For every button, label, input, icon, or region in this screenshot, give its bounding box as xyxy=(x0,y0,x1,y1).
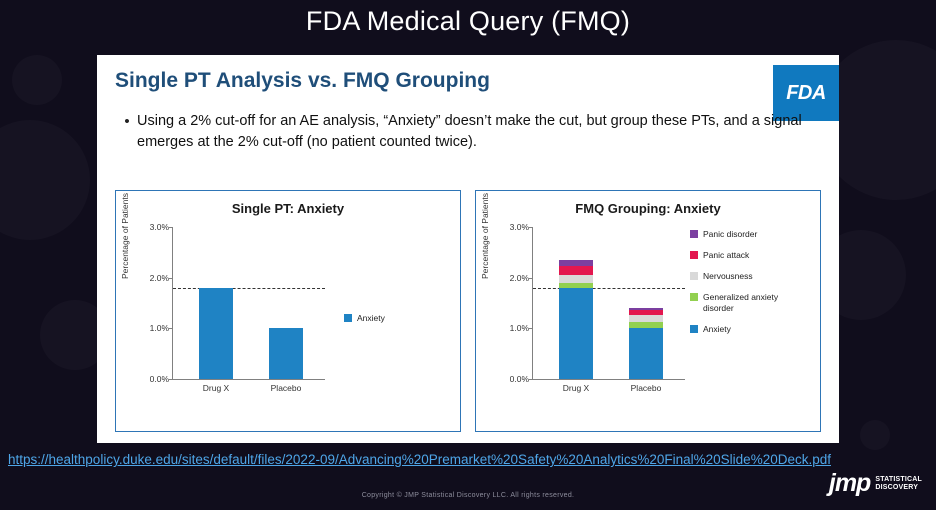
legend-swatch-icon xyxy=(344,314,352,322)
legend-label: Nervousness xyxy=(703,271,753,281)
bar-placebo-stack xyxy=(629,308,663,379)
fda-logo: FDA xyxy=(773,65,839,121)
y-axis-label: Percentage of Patients xyxy=(480,192,490,279)
y-tick-label: 2.0% xyxy=(149,272,169,283)
legend-swatch-icon xyxy=(690,293,698,301)
background-decoration xyxy=(12,55,62,105)
y-tick-label: 0.0% xyxy=(509,374,529,384)
cutoff-line xyxy=(533,288,685,289)
axis-area xyxy=(149,222,325,393)
jmp-tagline-line2: DISCOVERY xyxy=(875,483,919,491)
x-tick-label: Drug X xyxy=(202,383,230,393)
legend-label: Anxiety xyxy=(357,313,385,323)
bullet-marker: • xyxy=(124,113,130,130)
legend-label: Panic attack xyxy=(703,250,750,260)
legend-swatch-icon xyxy=(690,325,698,333)
segment-nervousness xyxy=(629,315,663,322)
bar-drugx-stack xyxy=(559,260,593,379)
x-tick-label: Placebo xyxy=(270,383,302,393)
jmp-tagline-line1: STATISTICAL xyxy=(875,475,922,483)
cutoff-line xyxy=(173,288,325,289)
bar-placebo-anxiety xyxy=(269,328,303,379)
chart-single-pt xyxy=(115,190,461,432)
slide-bullet xyxy=(117,111,817,153)
x-tick-label: Placebo xyxy=(630,383,662,393)
jmp-tagline xyxy=(875,476,922,492)
legend-item xyxy=(690,271,781,282)
background-decoration xyxy=(0,120,90,240)
chart-legend xyxy=(344,313,385,334)
legend-item xyxy=(690,292,781,314)
page-title: FDA Medical Query (FMQ) xyxy=(305,6,631,36)
segment-nervousness xyxy=(559,275,593,283)
segment-anxiety xyxy=(559,288,593,379)
jmp-wordmark: jmp xyxy=(828,469,871,497)
legend-item xyxy=(690,229,781,240)
copyright-text: Copyright © JMP Statistical Discovery LLC. All rights reserved. xyxy=(361,492,575,499)
legend-item xyxy=(690,324,781,335)
legend-item xyxy=(344,313,385,324)
axis-area xyxy=(509,222,685,393)
segment-panic-disorder xyxy=(629,308,663,310)
jmp-logo xyxy=(829,469,922,498)
chart-legend xyxy=(690,229,781,345)
y-tick-label: 3.0% xyxy=(149,222,169,232)
x-tick-label: Drug X xyxy=(562,383,590,393)
chart-title: FMQ Grouping: Anxiety xyxy=(575,201,721,216)
legend-swatch-icon xyxy=(690,272,698,280)
slide-title: Single PT Analysis vs. FMQ Grouping xyxy=(115,69,490,92)
background-decoration xyxy=(860,420,890,450)
legend-label: Generalized anxiety disorder xyxy=(703,292,779,313)
source-link[interactable]: https://healthpolicy.duke.edu/sites/default/files/2022-09/Advancing%20Premarket%20Safety%20Analytics%20Final%20Slide%20Deck.pdf xyxy=(8,452,831,467)
chart-title: Single PT: Anxiety xyxy=(231,201,345,216)
bar-drugx-anxiety xyxy=(199,288,233,379)
segment-generalized-anxiety-disorder xyxy=(559,283,593,288)
chart-fmq-grouping xyxy=(475,190,821,432)
y-tick-label: 1.0% xyxy=(509,323,529,334)
legend-swatch-icon xyxy=(690,230,698,238)
segment-anxiety xyxy=(629,328,663,379)
y-tick-label: 3.0% xyxy=(509,222,529,232)
segment-generalized-anxiety-disorder xyxy=(629,322,663,328)
y-tick-label: 1.0% xyxy=(149,323,169,334)
legend-item xyxy=(690,250,781,261)
slide-panel xyxy=(97,55,839,443)
legend-swatch-icon xyxy=(690,251,698,259)
charts-container xyxy=(115,190,821,432)
legend-label: Anxiety xyxy=(703,324,731,334)
y-tick-label: 2.0% xyxy=(509,272,529,283)
y-axis-label: Percentage of Patients xyxy=(120,192,130,279)
legend-label: Panic disorder xyxy=(703,229,758,239)
bullet-text: Using a 2% cut-off for an AE analysis, “Anxiety” doesn’t make the cut, but group these PTs, and a signal emerges at the 2% cut-off (no patient counted twice). xyxy=(137,113,802,150)
segment-panic-attack xyxy=(629,310,663,315)
y-tick-label: 0.0% xyxy=(149,374,169,384)
segment-panic-disorder xyxy=(559,260,593,266)
segment-panic-attack xyxy=(559,266,593,275)
